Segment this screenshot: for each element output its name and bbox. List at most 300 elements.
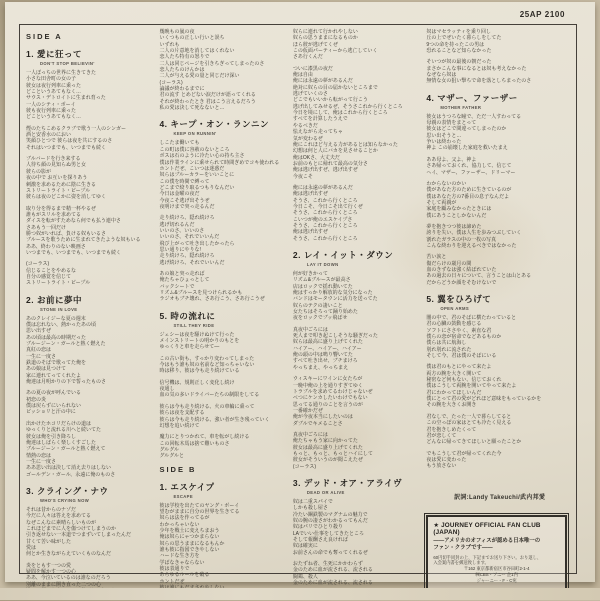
lyric-line: しこたま働いても [159, 140, 200, 147]
lyric-line: さあもう一回だけ [26, 224, 67, 231]
lyric-line: おたずね者、生死にかかわらず [292, 561, 363, 568]
stanza [293, 432, 419, 470]
lyric-line: 彼らの影が [26, 168, 52, 175]
stanza [293, 561, 419, 586]
lyric-line: 逃げ出してみせるぜ、そうさこれから行くところ [292, 103, 403, 110]
lyric-line: 俺は逃げ出すぜ、逃げ出すぜ [292, 167, 358, 174]
lyric-line: 奴は二重スパイで [292, 498, 333, 505]
lyric-line: 夜をロックでブッ飛ばせ [292, 315, 348, 322]
lyric-line: 誰も彼に指図できやしない [159, 546, 220, 553]
lyrics-column-3 [292, 29, 419, 587]
stanza [26, 70, 152, 121]
lyric-line: どこまで絞り取るつもりなんだい [159, 184, 235, 191]
lyric-line: ほら彼が逃げてくぜ [292, 41, 338, 48]
lyric-line: 一生に一度さ [26, 353, 57, 360]
lyric-line: 今日こそ、今日こそ出て行くぜ [292, 203, 363, 210]
stanza [26, 316, 152, 386]
lyric-line: 神よ この崩壊した家庭を救いたまえ [426, 145, 508, 152]
song-title-en: LAY IT DOWN [306, 262, 339, 267]
stanza [26, 156, 152, 200]
lyric-line: 真夜中ごろには [292, 431, 328, 438]
lyric-line: 彼女は夜行列車に乗った [26, 82, 82, 89]
lyric-line: 夜は愛に変わった [426, 456, 467, 463]
lyric-line: 奴らは法を作ってるが [159, 515, 210, 522]
lyric-line: 奴はマセラッティを乗り回し [426, 29, 491, 35]
lyric-line: 別離のままに開き直った二つの心 [26, 581, 102, 588]
lyric-line: 幻想を追い続けて [159, 422, 200, 429]
lyric-line: 幻想は何と人にバカを見させることか [292, 148, 378, 155]
lyric-line: 俺にこれほど与える力があるとは知らなかった [292, 141, 398, 148]
lyrics-column-2 [159, 29, 285, 585]
lyric-line: やっちまえ、やっちまえ [292, 364, 349, 371]
stanza [159, 503, 285, 592]
lyric-line: 一人のシティ・ボーイ [26, 101, 76, 108]
lyric-line: ブルージーン・ガールと熱く燃えて [26, 446, 106, 453]
lyric-line: この僕を時間で縛って [159, 178, 210, 185]
lyric-line: この仮面パーティーから逃亡していく [292, 48, 378, 55]
song-block [293, 249, 419, 470]
lyric-line: 自分の感覚を信じて [26, 273, 72, 280]
stanza [426, 224, 573, 249]
lyric-line: なぜなら奴は [426, 72, 457, 79]
lyric-line: ああ思い出は決して消え去りはしない [26, 465, 112, 472]
lyric-line: バックシートで [159, 283, 195, 290]
song-block [426, 92, 573, 286]
stanza [426, 157, 573, 176]
song-title-en: OPEN ARMS [440, 306, 470, 311]
lyric-line: そうさ、これから行くところ [292, 235, 358, 242]
lyric-line: メインストリートの明かりのもとを [159, 338, 240, 345]
lyric-line: 炎をともす一つの愛 [26, 562, 72, 569]
song-title: 5. 翼をひろげて [426, 294, 492, 304]
lyric-line: 彼らは今も走り続ける、強い者が生き残っていく [159, 416, 270, 423]
lyric-line: もう放さない [426, 463, 457, 470]
lyric-line: ストリートライト・ピープル [26, 187, 91, 194]
lyric-line: それが終わったとき 君はこう言えるだろう [159, 98, 256, 105]
lyric-line: こんな終わりを迎えるべきではなかった [426, 242, 517, 249]
lyric-line: ハイアー、ハイアー、ハイアー [292, 345, 362, 352]
lyric-line: すべて吐き出せ、ブチまけろ [292, 358, 358, 365]
stanza [26, 390, 152, 415]
lyric-line: 血のきずなは強く結ばれていた [426, 266, 497, 273]
lyric-line: 愛は [26, 544, 37, 551]
lyric-line: さあ行くんだ [292, 54, 323, 61]
lyric-line: 丘の上でぜいたく暮らしをしてた [426, 35, 502, 42]
lyric-line: あの頃は最高の時期だった [26, 334, 87, 341]
fan-club-address-line: ジャーニー・F・C宛 [476, 577, 517, 583]
lyric-line: バンドはモータウンに活力を送ってた [292, 296, 378, 303]
song-block [293, 477, 419, 586]
lyric-line: 俺は奴らにゃつかまらない [159, 534, 220, 541]
lyric-line: 金のために血が流される、流される [292, 580, 373, 587]
lyric-line: ゆっくりと車を走らせて― [159, 344, 220, 351]
lyric-line: 初恋の炎 [26, 396, 47, 403]
lyric-line: 俺は逃げ出すぜ [292, 191, 328, 198]
lyric-line: 奴らに連れて行かれやしない [292, 29, 358, 35]
lyric-line: そいつが奴の最後の朝だった [426, 59, 492, 66]
lyric-line: 俺達はしばらく楽しくすごした [26, 439, 97, 446]
lyric-line: 彼女は俺を引き降ろし [26, 433, 77, 440]
lyric-line: 俺たちゃひょっとして [159, 277, 210, 284]
lyrics-column-1 [26, 29, 152, 588]
song-title: 4. マザー、ファーザー [426, 92, 518, 103]
side-label: SIDE A [26, 32, 63, 41]
lyric-line: しかも殺し屋さ [292, 505, 328, 512]
lyric-line: 女たちはそろって踊り始めた [292, 309, 358, 316]
stanza [26, 206, 152, 257]
lyric-line: 甘くて苦い味がした [26, 538, 72, 545]
lyric-line: 思ってる通りのことを言うのが [292, 401, 363, 408]
catalog-number: 25AP 2100 [519, 10, 565, 19]
lyric-line: 今夜こそ逃げ出そうぜ [159, 197, 210, 204]
lyric-line: 煙のたちこめるクラブで歌う一人のシンガー [26, 125, 127, 132]
song-block [26, 48, 152, 287]
fan-club-subtitle-line: ファン・クラブです―― [433, 544, 493, 551]
song-title-en: DON'T STOP BELIEVIN' [40, 61, 95, 66]
lyric-line: それは昔からのナゾだ [26, 506, 76, 513]
lyric-line: 金のために血が流される、流される [292, 567, 373, 574]
stanza [159, 140, 285, 210]
lyric-line: 俺は逃げ出すぜ [292, 229, 328, 236]
lyric-line: ブルバードを行き来する [26, 156, 81, 163]
lyric-line: 秘密など何もない、信じておくれ [426, 377, 502, 384]
lyric-line: 僕は忘れない、熱かったあの頃 [26, 322, 97, 328]
song-title-en: STONE IN LOVE [40, 306, 78, 312]
lyric-line: 奴は確実に [292, 543, 318, 550]
lyric-line: 思い出すぜ [26, 328, 52, 335]
lyric-line: 両方の腕を大きく開いて [426, 370, 482, 377]
lyric-line: 一人ぼっちの世界に生きてきた [26, 70, 97, 76]
lyric-line: 絶対に奴らの目の届かないところまで [292, 84, 378, 91]
lyric-line: お前のもとに帰れて最高の気分さ [292, 160, 368, 167]
lyric-line: いいのさ、それでいいんだ [159, 234, 220, 241]
lyric-line: まさかこんな事になるとは奴も考えなかった [426, 65, 527, 72]
lyric-line: 母親の表情をまとって [426, 120, 477, 127]
lyric-line: 思い通りにやりな! [159, 246, 201, 253]
stanza [293, 499, 419, 556]
lyric-line: 店はロックで揺れ動いてた [292, 283, 353, 290]
lyric-line: この回転木馬は捨て難いものさ [159, 440, 230, 447]
lyric-line: 一晩中俺の上を通りすぎてゆく [292, 382, 363, 389]
lyric-line: ラジオもブチ壊れ、さあ行こう、さあ行こうぜ [159, 296, 265, 303]
lyric-line: (コーラス) [26, 261, 50, 268]
lyric-line: でもこうして君が帰ってくれた今 [426, 450, 502, 457]
lyric-line: 二人は同じページを引きちぎってしまったのさ [159, 60, 265, 67]
side-label: SIDE B [159, 464, 197, 474]
lyric-line: 僕らは共に航海し [426, 340, 467, 347]
lyric-line: 飛び上がって吐き出したかったら [159, 240, 235, 247]
lyric-line: 俺たちゃもう家に向かってた [292, 438, 358, 445]
lyric-line: 僕らの恋が宿命でなどあるものか [426, 334, 502, 341]
lyric-line: それはいつまでも、いつまでも続く [26, 144, 107, 151]
lyric-line: 時は移り、彼は今も走り続けている [159, 368, 240, 375]
lyric-line: 夢を抱きつつ彼は諦めた [426, 223, 482, 230]
stanza [159, 404, 285, 429]
stanza [426, 254, 573, 286]
lyric-line: 誰もがスリルを求めてる [26, 211, 82, 218]
lyric-line: 走り続けろ、隠れ続けろ [159, 253, 215, 260]
lyric-line: 今日は金曜の夜だ [159, 191, 200, 198]
stanza [426, 364, 573, 408]
lyric-line: 彼も夜行列車に乗った [26, 108, 77, 115]
lyric-line: あの娘は見つけて [26, 366, 67, 373]
stanza [26, 126, 152, 151]
song-title: 5. 時の流れに [159, 310, 216, 321]
lyric-line: 彼女がそういうのが聞こえたぜ [292, 457, 363, 464]
lyric-line: 勝つ奴がいれば、負ける奴もいるさ [26, 230, 107, 237]
lyric-line: 今夜こそ [292, 173, 313, 180]
lyric-line: 真紅の恋は [26, 347, 52, 354]
stanza [426, 414, 573, 446]
lyric-line: トラブルを求めてるわけじゃないぜ [292, 388, 373, 395]
lyric-line: いいのさ、いいのさ [159, 227, 205, 234]
lyric-line: リズム&ブルースが最高さ [292, 277, 351, 284]
stanza [159, 271, 285, 303]
lyric-line: 闇の中で、君のそばに横たわっていると [426, 315, 517, 321]
lyric-line: 彼女は最高に盛り上げてくれた [292, 444, 363, 451]
stanza [293, 327, 419, 371]
stanza [26, 421, 152, 478]
lyric-line: 恋人たちのけんかは [159, 67, 205, 74]
lyric-line: LAでいい仕事をしてきたところ [292, 530, 364, 537]
lyric-line: ゴールデン・ガール、永遠に俺のものさ [26, 471, 116, 478]
lyric-line: 気が変わるぜ [292, 135, 323, 142]
stanza [426, 59, 573, 84]
lyric-line: 誇りを失い、僕は人生を歩みつぶしていく [426, 230, 522, 237]
lyric-line: ダブルでキメることさ [292, 420, 343, 427]
song-block [26, 294, 152, 478]
lyric-line: これほどまでに人を傷つけてしまうのか [26, 525, 117, 532]
lyric-line: (コーラス) [159, 79, 183, 86]
lyric-line: そうさ、これから行くところ [292, 197, 358, 204]
lyric-line: こいつが俺のエスケイプさ [292, 216, 353, 223]
lyric-line: 望むがままに自分の世界を生きてる [159, 508, 240, 515]
lyric-line: 信じることをやめるな [26, 267, 77, 274]
lyric-sheet-paper [5, 2, 595, 588]
lyric-line: ビッショリと汗の中に [26, 409, 76, 416]
fan-club-subtitle [433, 538, 560, 552]
lyric-line: 奴らは最高に盛り上げてくれた [292, 339, 363, 346]
song-title: 3. デッド・オア・アライヴ [292, 477, 403, 488]
lyric-line: リズム&ブルースを見つけられるかも [159, 290, 243, 297]
lyric-line: どこというあてもなく… [26, 114, 82, 121]
lyric-line: あの過去の日々について、言うことは山とある [426, 273, 532, 280]
lyric-line: この古い街も、すっかり変わってしまった [159, 355, 255, 362]
lyric-line: どこというあてもなく… [26, 89, 82, 96]
song-title-en: STILL THEY RIDE [173, 322, 215, 328]
lyric-line: さあ帰っておくれ、協力して、信じて [426, 163, 512, 170]
song-title: 1. エスケイプ [159, 481, 215, 492]
lyric-line: すべてを計算したうえで [292, 116, 348, 123]
lyric-line: 僕があなた方のために生きているのが [426, 187, 512, 194]
lyric-line: 取り分を得るまで精一杯やるぜ [26, 205, 96, 212]
lyric-line: ブルージーン・ガールと熱く燃えた [26, 341, 106, 348]
lyric-line: 笑顔ひとつで 彼らは夜を共にするのさ [26, 138, 113, 145]
lyric-line: 僕は作業ラインに乗せられて時間ぎめでコキ使われる [159, 159, 280, 166]
stanza [159, 434, 285, 459]
stanza [426, 315, 573, 359]
lyric-line: 奴はパリでひとり殺り [292, 524, 343, 531]
lyric-line: 争いは終わった [426, 139, 462, 146]
song-block [159, 310, 285, 460]
lyric-line: 真夜中ごろには [292, 326, 328, 333]
song-title: 4. キープ・オン・ランニン [159, 119, 269, 130]
fan-club-address-line: 〒162 東京都新宿区市谷田町2-1-4 [463, 566, 530, 572]
lyric-line: ゆっくりと流れる川へと続いてた [26, 427, 101, 434]
lyric-line: 一番確かだぜ [292, 407, 323, 414]
song-title-en: WHO'S CRYING NOW [40, 497, 90, 503]
lyric-line: 家に連れてってくれたよ [26, 372, 82, 379]
lyric-line: 情熱の恋は [26, 452, 52, 459]
lyric-line: 今はもう誰も奴の名前など知っちゃいない [159, 362, 255, 369]
lyric-line: 僕にあうことしかないんだ [426, 212, 487, 219]
fan-club-title: ★ JOURNEY OFFICIAL FAN CLUB (JAPAN) [433, 521, 541, 536]
lyric-line: 闘鶏、殺人 [292, 573, 318, 580]
lyric-line: 君を抱きしめたくって [426, 426, 477, 433]
lyric-line: ホントだぜ、こいつは迷惑だ [159, 165, 225, 172]
lyric-line: 俺はすっかり解放的な気分になった [292, 290, 373, 297]
lyric-line: 彼女はうつろな瞳で、ただ一人すわってる [426, 113, 522, 120]
lyric-line: 奴の腕の凄さがわかるってもんだ [292, 518, 368, 524]
lyric-line: 俺はOKさ、大丈夫だ [292, 154, 340, 161]
lyric-line: 9つの命を持ったこの男は [426, 41, 485, 48]
stanza [159, 215, 285, 266]
lyric-line: 少年を戦士に変えちまおう [159, 527, 220, 534]
lyric-line: 家庭を顧みなかったときには [426, 206, 492, 213]
lyric-line: 冷たい鋼鉄製のマグナムの魅力で [292, 511, 368, 518]
lyric-line: ソフトにささやく、素直な君 [426, 327, 492, 334]
fan-club-body-line: 入会案内書を郵送致します。 [433, 560, 489, 566]
lyric-line: 僕はあなた方の7番目の息子なんだよ [426, 193, 510, 200]
lyric-line: 君にわかってほしいんだ [426, 389, 482, 396]
lyric-line: 何が好きかって [292, 271, 328, 277]
lyric-line: 血の気の多いドライバーたちの制限をしてる [159, 392, 260, 399]
lyric-line: 論議が終わるまでに [159, 86, 205, 93]
lyric-line: お前さんの命でも奪ってくれるぜ [292, 549, 368, 556]
lyric-line: どこでもいいから転がって行こう [292, 97, 368, 104]
lyric-frame [19, 24, 577, 588]
lyric-line: 別れ別れに流された [426, 346, 472, 353]
stanza [293, 185, 419, 242]
lyric-line: 奴らのテクの凄いこと [292, 302, 343, 309]
lyric-line: ああ、終わりのない映画さ [26, 243, 86, 250]
lyric-line: 今だに人々は答えを求めてる [26, 513, 92, 520]
lyric-line: そうさ、これから行くところ [292, 222, 358, 229]
stanza [26, 261, 152, 286]
lyric-line: 魔力にとりつかれて、車を転がし続ける [159, 434, 250, 441]
lyric-line: 俺は自由 [292, 72, 313, 79]
lyric-line: 俺の頭の中は鳴り響いてた [292, 352, 353, 359]
stanza [159, 380, 285, 399]
lyric-line: 僕はこうして両腕を開いてやって来たよ [426, 383, 517, 390]
lyric-line: 君なしで、たった一人で暮らしてると [426, 413, 512, 420]
lyric-line: 彼は表通りで [159, 566, 190, 572]
lyric-line: 奴らの思うままになるもんか [159, 540, 225, 547]
lyric-line: 逃げ続けろ、それでいいんだ [159, 259, 225, 266]
lyric-line: 鉄道のそばで歌ってた俺を [26, 360, 87, 367]
fan-club-address [433, 566, 560, 583]
lyric-line: 今日を境にして、俺はこれから行くところ [292, 110, 388, 117]
lyric-line: 俺が今夜本当にしたいのは [292, 414, 353, 421]
lyric-line: 彼らは夜のどこかに姿を消してゆく [26, 194, 107, 201]
lyric-line: そして報酬さえ良ければ [292, 537, 348, 544]
lyric-line: そして今、君は僕のそばにいる [426, 353, 497, 360]
lyric-line: あの娘と突っ走れば [159, 271, 205, 277]
lyric-line: 君の流す とめどない涙だけが語ってくれる [159, 92, 256, 99]
lyric-line: ストリートライト・ピープル [26, 280, 91, 287]
lyric-line: サウス・デトロイトに生まれ育った [26, 95, 106, 102]
fan-club-body [433, 555, 560, 567]
song-title-en: KEEP ON RUNNIN' [173, 131, 217, 137]
stanza [293, 376, 419, 427]
lyric-line: あらゆるルールを破る [159, 572, 210, 579]
lyric-line: 学ばなきゃならない [159, 559, 205, 566]
stanza [159, 29, 285, 111]
song-title: 2. お前に夢中 [26, 294, 82, 305]
lyric-line: べつにケンカしたいわけでもない [292, 395, 368, 402]
lyric-line: 恋人たち特有の怒りで [159, 54, 210, 61]
lyric-line: だからどうか顔をそむけないで [426, 279, 497, 286]
lyric-line: ああ母よ、父よ、神よ [426, 156, 477, 163]
lyric-line: 一生に一度さ [26, 458, 57, 465]
lyric-line: この町は僕に容赦のないところ [159, 146, 230, 153]
lyric-line: ついに漆黒の夜だ [292, 65, 333, 72]
lyric-line: 幾晩もの嵐の夜 [159, 29, 195, 35]
song-block [159, 481, 285, 592]
lyric-line: 俺達は月明かりの下で誓ったものさ [26, 379, 107, 386]
fan-club-box [426, 515, 567, 592]
lyrics-column-4 [426, 29, 573, 583]
lyric-line: 何とか生きながらえていくものなんだ [26, 551, 112, 558]
song-title: 3. クライング・ナウ [26, 485, 109, 496]
lyric-line: 僕は戻らずにいられない [26, 403, 82, 410]
stanza [159, 332, 285, 351]
lyric-line: (コーラス) [292, 463, 317, 470]
lyric-line: 思い出そうと… [426, 132, 462, 139]
fan-club-address-line: ㈱CBS・ソニー 企1内 [475, 571, 518, 577]
lyric-line: わからないのかい [426, 180, 467, 187]
lyric-line: 恐れることなど知らなかった [426, 48, 492, 55]
song-block [26, 485, 152, 601]
lyric-line: この空っぽの家はとても冷たく見える [426, 420, 512, 427]
lyric-line: 俺には永遠の夢があるんだ [292, 184, 353, 191]
song-title-en: MOTHER FATHER [440, 104, 482, 110]
lyric-line: 小さな田舎町の女の子 [26, 76, 77, 83]
lyric-line: 奴らはブルーカラーをいいことに [159, 172, 235, 179]
lyric-line: 傷だらけの歳月の間 [426, 260, 472, 267]
lyric-line: 君の心臓の鼓動を感じる [426, 321, 482, 328]
lyric-line: ああ、今泣いているのは誰なのだろう [26, 575, 111, 582]
stanza [293, 66, 419, 180]
fan-club-subtitle-line: ――アメリカのオフィスが認める日本唯一の [433, 537, 541, 544]
lyric-line: グルグル [159, 446, 180, 453]
lyric-line: 死人まで叩き起こしそうな騒ぎだった [292, 333, 378, 340]
lyric-line: 彼らは夜を支配する [159, 410, 205, 417]
stanza [426, 181, 573, 219]
lyric-line: 人待ち顔の見知らぬ男と女 [26, 162, 87, 169]
lyric-line: グルグルと [159, 453, 185, 460]
lyric-line: 苦い涙と [426, 254, 447, 261]
lyric-line: 僕にとって君の愛がどれほど意味をもっているかを [426, 396, 542, 403]
stanza [293, 271, 419, 322]
lyric-line: 出かけたホコリだらけの道は [26, 420, 92, 427]
lyric-line: 彼らは今も走り続ける、火の車輪に乗って [159, 403, 255, 410]
song-title-en: DEAD OR ALIVE [306, 489, 345, 495]
stanza [426, 451, 573, 470]
lyric-line: 私の愛は決して死なないと… [159, 105, 225, 112]
lyric-line: あの夏の夜が呼んでいる [26, 390, 82, 397]
lyric-line: 僕は君のもとにやって来たよ [426, 364, 492, 371]
